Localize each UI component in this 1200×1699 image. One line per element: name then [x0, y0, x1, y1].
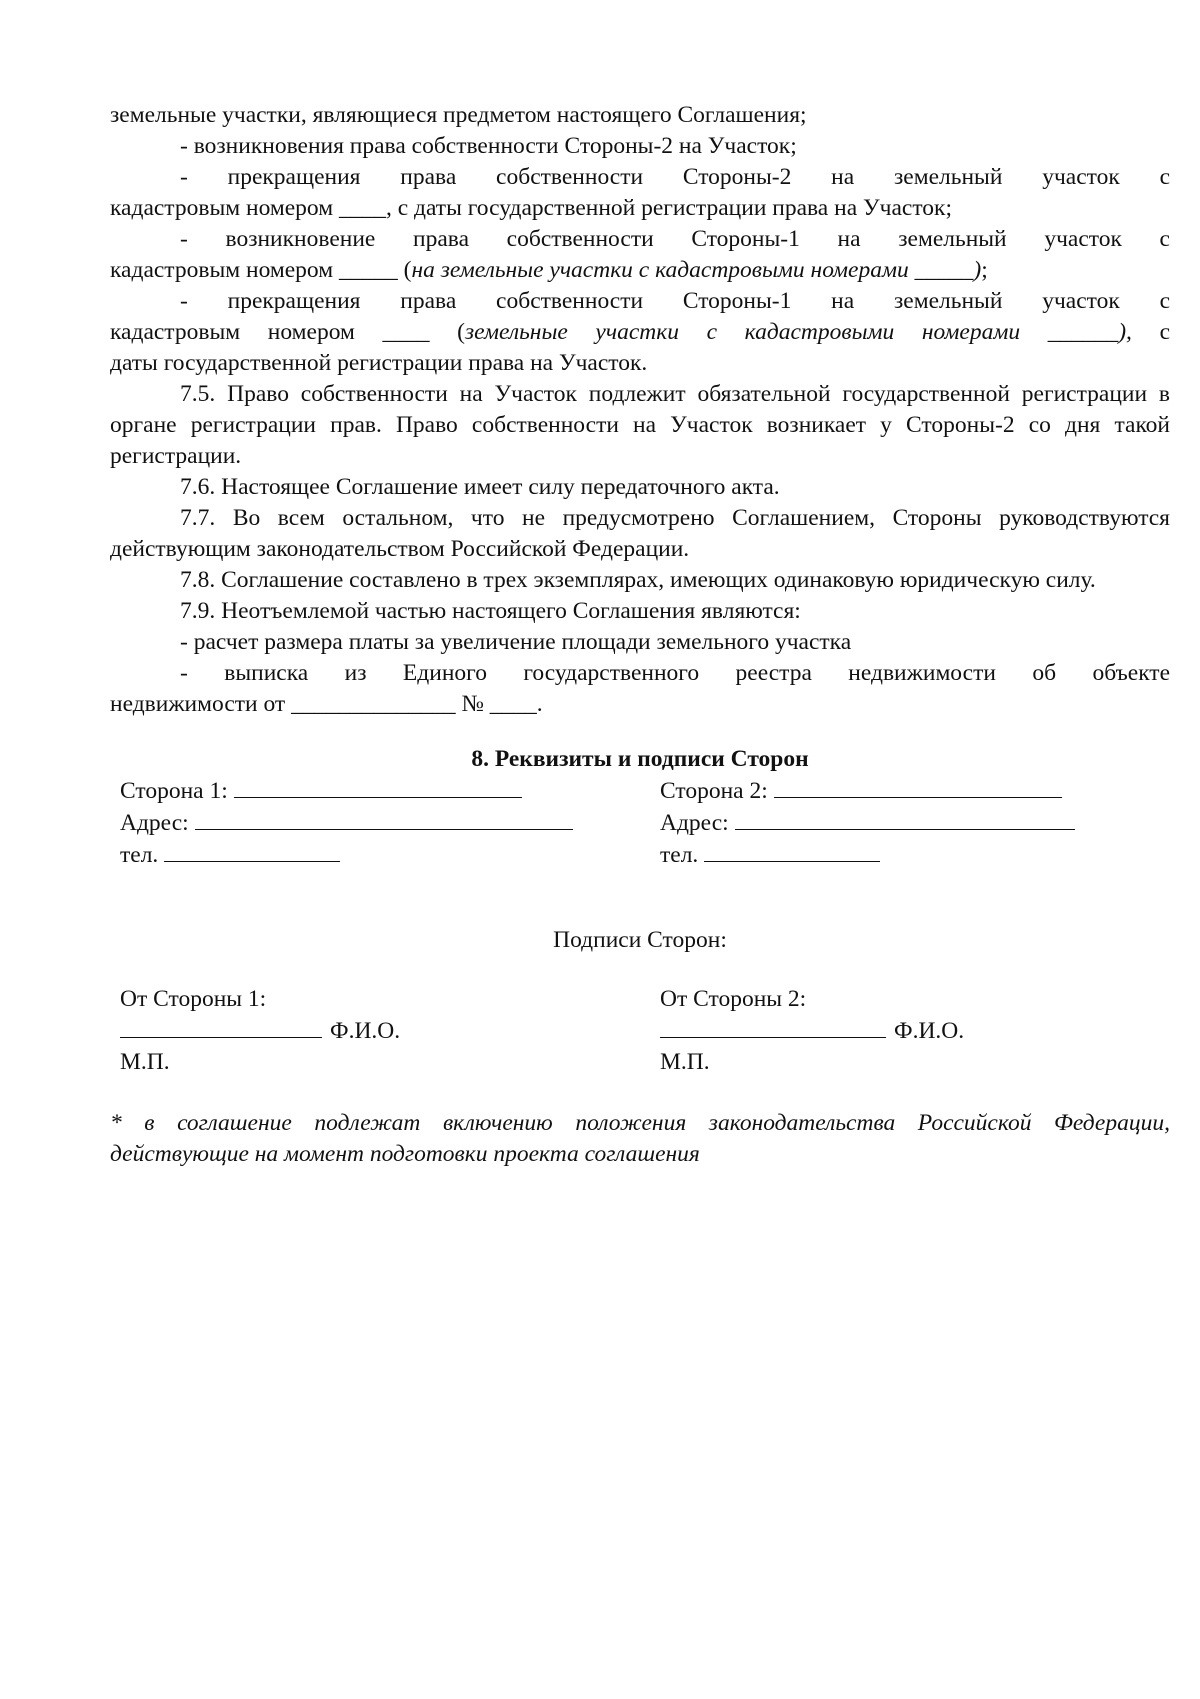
list-item: - возникновение права собственности Стороны-1 на земельный участок с	[180, 226, 1170, 252]
party2-name-field[interactable]	[774, 775, 1062, 798]
clause-7-9: 7.9. Неотъемлемой частью настоящего Соглашения являются:	[180, 598, 801, 624]
signature-party2	[650, 984, 1170, 1078]
party1-label: Сторона 1:	[120, 778, 228, 804]
clause-7-7: 7.7. Во всем остальном, что не предусмотрено Соглашением, Стороны руководствуются действующим законодательством Российской Федерации.	[110, 505, 1170, 562]
clause-7-5: 7.5. Право собственности на Участок подлежит обязательной государственной регистрации в органе регистрации прав. Право собственности на Участок возникает у Стороны-2 со дня такой регистрации.	[110, 381, 1170, 469]
party2-label: Сторона 2:	[660, 778, 768, 804]
clause-7-6: 7.6. Настоящее Соглашение имеет силу передаточного акта.	[180, 474, 780, 500]
clause-7-9-item: - выписка из Единого государственного реестра недвижимости об объекте	[180, 660, 1170, 686]
party1-fio-label: Ф.И.О.	[330, 1018, 401, 1044]
list-item: - возникновения права собственности Стороны-2 на Участок;	[180, 133, 797, 159]
party2-phone-label: тел.	[660, 842, 699, 868]
party1-from-label: От Стороны 1:	[120, 986, 267, 1012]
party1-signature-field[interactable]	[120, 1015, 322, 1038]
list-item-continuation: кадастровым номером _____ (на земельные участки с кадастровыми номерами _____);	[110, 257, 988, 283]
party2-phone-field[interactable]	[704, 839, 880, 862]
signature-party1	[110, 984, 650, 1078]
party2-address-field[interactable]	[735, 807, 1075, 830]
clause-7-8: 7.8. Соглашение составлено в трех экземплярах, имеющих одинаковую юридическую силу.	[180, 567, 1096, 593]
document-page	[110, 100, 1170, 1194]
signatures-block	[110, 984, 1170, 1078]
party2-fio-label: Ф.И.О.	[894, 1018, 965, 1044]
party2-signature-field[interactable]	[660, 1015, 886, 1038]
list-item-continuation: даты государственной регистрации права на Участок.	[110, 350, 648, 376]
text-line: земельные участки, являющиеся предметом настоящего Соглашения;	[110, 102, 807, 128]
party2-seal-label: М.П.	[660, 1049, 710, 1075]
list-item: - прекращения права собственности Стороны-1 на земельный участок с	[180, 288, 1170, 314]
signatures-title: Подписи Сторон:	[553, 927, 727, 953]
party1-name-field[interactable]	[234, 775, 522, 798]
party1-address-field[interactable]	[195, 807, 573, 830]
party1-address-label: Адрес:	[120, 810, 189, 836]
requisites-party2	[650, 775, 1170, 871]
footnote: * в соглашение подлежат включению положения законодательства Российской Федерации, действующие на момент подготовки проекта соглашения	[110, 1110, 1170, 1167]
party1-seal-label: М.П.	[120, 1049, 170, 1075]
section-heading: 8. Реквизиты и подписи Сторон	[471, 746, 809, 772]
clause-7-9-item: - расчет размера платы за увеличение площади земельного участка	[180, 629, 852, 655]
list-item: - прекращения права собственности Стороны-2 на земельный участок с	[180, 164, 1170, 190]
party1-phone-label: тел.	[120, 842, 159, 868]
clause-7-9-item-continuation: недвижимости от ______________ № ____.	[110, 691, 543, 717]
requisites-block	[110, 775, 1170, 871]
party1-phone-field[interactable]	[164, 839, 340, 862]
requisites-party1	[110, 775, 650, 871]
list-item-continuation: кадастровым номером ____ (земельные участки с кадастровыми номерами ______), с	[110, 319, 1170, 345]
party2-from-label: От Стороны 2:	[660, 986, 807, 1012]
party2-address-label: Адрес:	[660, 810, 729, 836]
list-item-continuation: кадастровым номером ____, с даты государственной регистрации права на Участок;	[110, 195, 952, 221]
